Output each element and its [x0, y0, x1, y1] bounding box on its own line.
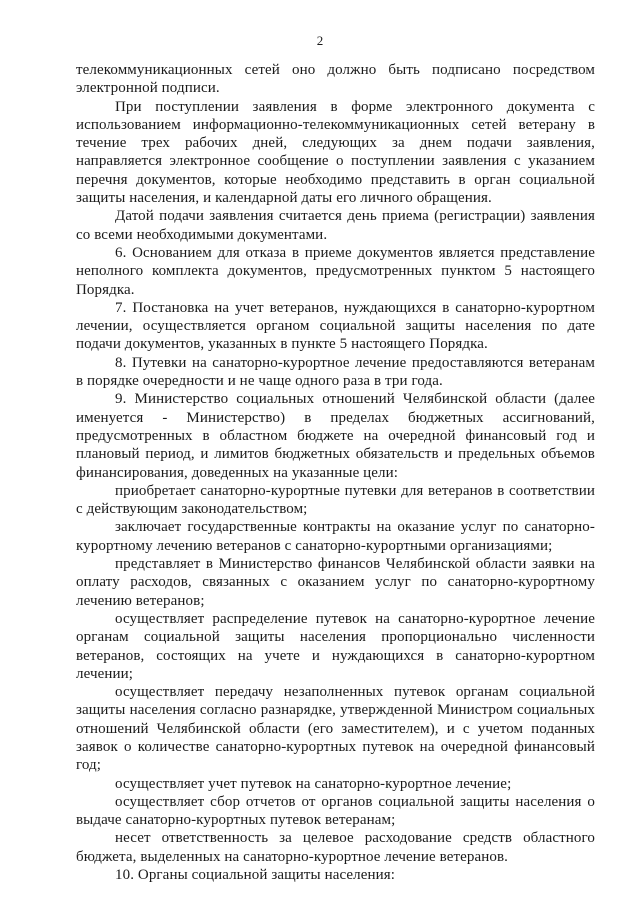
paragraph-item-9-accounting: осуществляет учет путевок на санаторно-курортное лечение;	[115, 775, 512, 792]
paragraph-item-8: 8. Путевки на санаторно-курортное лечение предоставляются ветеранам в порядке очередности и не чаще одного раза в три года.	[76, 354, 595, 390]
paragraph-item-9-requests: представляет в Министерство финансов Челябинской области заявки на оплату расходов, связанных с оказанием услуг по санаторно-курортному лечению ветеранов;	[76, 556, 595, 609]
paragraph-item-9-purchase: приобретает санаторно-курортные путевки для ветеранов в соответствии с действующим законодательством;	[76, 482, 595, 518]
paragraph-item-9-distribution: осуществляет распределение путевок на санаторно-курортное лечение органам социальной защиты населения пропорционально численности ветеранов, состоящих на учете и нуждающихся в санаторно-курортном лечении;	[76, 610, 595, 682]
paragraph-item-9-transfer: осуществляет передачу незаполненных путевок органам социальной защиты населения согласно разнарядке, утвержденной Министром социальных отношений Челябинской области (его заместителем), и с учетом поданных заявок о количестве санаторно-курортных путевок на очередной финансовый год;	[76, 684, 595, 774]
paragraph-item-9-reports: осуществляет сбор отчетов от органов социальной защиты населения о выдаче санаторно-курортных путевок ветеранам;	[76, 793, 595, 829]
paragraph-item-9-responsibility: несет ответственность за целевое расходование средств областного бюджета, выделенных на санаторно-курортное лечение ветеранов.	[76, 830, 595, 865]
paragraph-item-9-contracts: заключает государственные контракты на оказание услуг по санаторно-курортному лечению ветеранов с санаторно-курортными организациями;	[76, 519, 595, 554]
paragraph-item-6: 6. Основанием для отказа в приеме документов является представление неполного комплекта документов, предусмотренных пунктом 5 настоящего Порядка.	[76, 244, 595, 298]
paragraph-filing-date: Датой подачи заявления считается день приема (регистрации) заявления со всеми необходимыми документами.	[76, 208, 595, 243]
page-number: 2	[316, 33, 324, 48]
paragraph-item-10: 10. Органы социальной защиты населения:	[115, 867, 396, 884]
paragraph-item-7: 7. Постановка на учет ветеранов, нуждающихся в санаторно-курортном лечении, осуществляется органом социальной защиты населения по дате подачи документов, указанных в пункте 5 настоящего Порядка.	[76, 299, 595, 353]
paragraph-item-9: 9. Министерство социальных отношений Челябинской области (далее именуется - Министерство) в пределах бюджетных ассигнований, предусмотренных в областном бюджете на очередной финансовый год и плановый период, и лимитов бюджетных обязательств и предельных объемов финансирования, доведенных на указанные цели:	[76, 391, 595, 481]
paragraph-continuation: телекоммуникационных сетей оно должно быть подписано посредством электронной подписи.	[76, 62, 595, 97]
paragraph-electronic-notification: При поступлении заявления в форме электронного документа с использованием информационно-телекоммуникационных сетей ветерану в течение трех рабочих дней, следующих за днем подачи заявления, направляется электронное сообщение о поступлении заявления с указанием перечня документов, которые необходимо представить в орган социальной защиты населения, и календарной даты его личного обращения.	[76, 98, 595, 207]
document-body	[76, 61, 595, 884]
